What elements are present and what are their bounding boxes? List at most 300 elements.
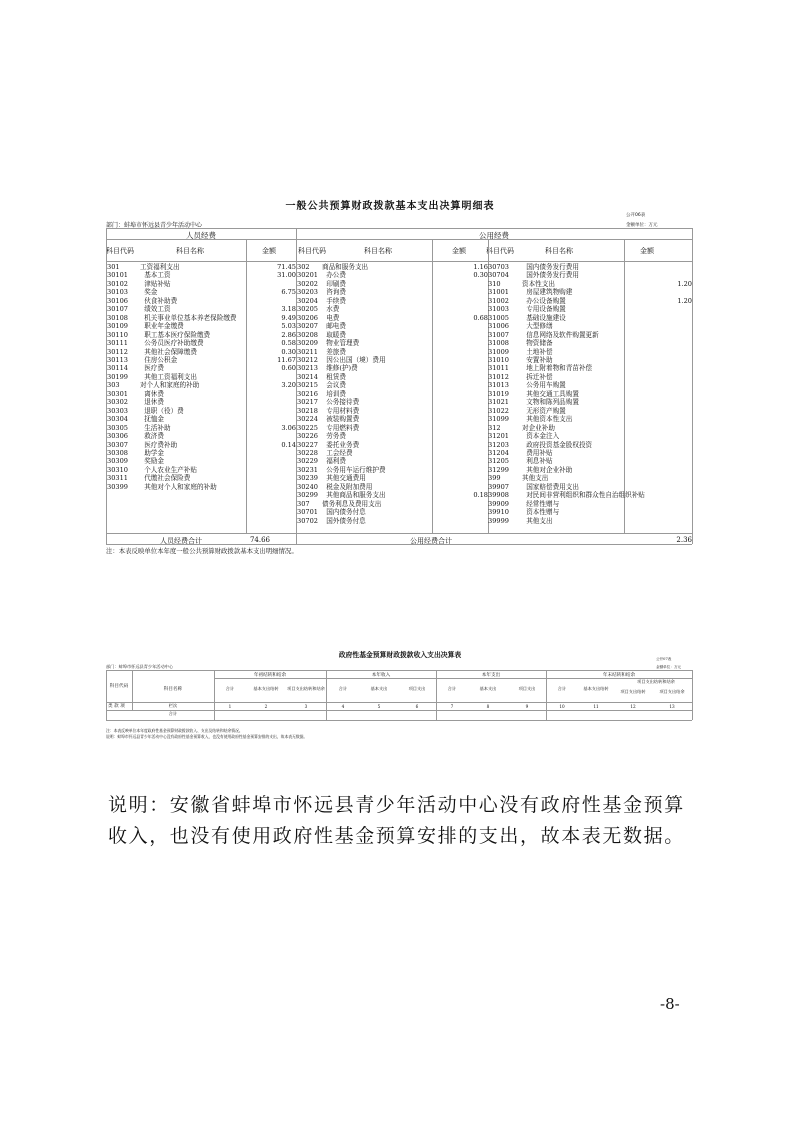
row-name: 公务用车购置: [522, 381, 566, 390]
table2-column-number: 8: [486, 704, 490, 709]
row-name: 资本金注入: [522, 432, 560, 441]
row-amount: [440, 398, 488, 406]
row-amount: 71.45: [277, 263, 296, 271]
row-amount: 3.18: [281, 305, 296, 314]
row-name: 助学金: [140, 448, 164, 457]
row-name: 邮电费: [322, 322, 346, 331]
row-name: 物资储备: [522, 339, 553, 348]
grid-line: [692, 228, 693, 544]
col1-codes: [107, 263, 141, 491]
table2-header-code: 科目代码: [109, 684, 129, 689]
row-code: 31011: [488, 364, 509, 373]
row-code: 30305: [107, 423, 128, 432]
row-amount: [440, 373, 488, 381]
row-amount: 6.75: [281, 288, 296, 297]
row-amount: [246, 407, 296, 415]
row-code: 31002: [488, 296, 509, 305]
row-name: 取暖费: [322, 330, 346, 339]
row-amount: 1.20: [677, 296, 692, 305]
row-code: 30218: [297, 406, 318, 415]
row-name: 公务接待费: [322, 398, 360, 407]
row-amount: [440, 322, 488, 330]
grid-line: [106, 228, 692, 229]
row-name: 其他社会保障缴费: [140, 347, 197, 356]
row-amount: [640, 441, 692, 449]
row-code: 301: [107, 263, 120, 271]
row-name: 绩效工资: [140, 305, 171, 314]
row-name: 其他资本性支出: [522, 415, 573, 424]
row-code: 30701: [297, 508, 318, 517]
row-name: 对企业补助: [522, 423, 555, 432]
row-name: 拆迁补偿: [522, 372, 553, 381]
row-code: 30106: [107, 296, 128, 305]
row-code: 312: [488, 423, 501, 432]
row-code: 30299: [297, 491, 318, 500]
row-amount: [440, 297, 488, 305]
row-amount: [640, 398, 692, 406]
row-code: 30214: [297, 372, 318, 381]
row-amount: [640, 491, 692, 499]
row-name: 个人农业生产补贴: [140, 465, 197, 474]
row-code: 30308: [107, 448, 128, 457]
row-code: 30227: [297, 440, 318, 449]
row-name: 机关事业单位基本养老保险缴费: [140, 313, 237, 322]
row-name: 代缴社会保险费: [140, 474, 191, 483]
row-code: 30208: [297, 330, 318, 339]
row-amount: [246, 432, 296, 440]
row-code: 30239: [297, 474, 318, 483]
row-amount: [440, 517, 488, 525]
row-amount: [246, 449, 296, 457]
row-name: 费用补贴: [522, 448, 553, 457]
row-code: 30704: [488, 271, 509, 280]
row-name: 其他对企业补助: [522, 465, 573, 474]
row-code: 31203: [488, 440, 509, 449]
row-code: 39908: [488, 491, 509, 500]
row-amount: [640, 263, 692, 271]
row-code: 30228: [297, 448, 318, 457]
row-name: 专用材料费: [322, 406, 360, 415]
grid-line: [106, 261, 692, 262]
row-class-label: 类 款 项: [108, 704, 125, 709]
group-end-balance: 年末结转和结余: [602, 673, 636, 678]
row-amount: [640, 500, 692, 508]
row-code: 30110: [107, 330, 128, 339]
row-amount: [440, 381, 488, 389]
row-amount: 3.06: [281, 423, 296, 432]
row-name: 印刷费: [322, 279, 346, 288]
row-code: 31001: [488, 288, 509, 297]
table1-note: 注：本表反映单位本年度一般公共预算财政拨款基本支出明细情况。: [106, 547, 298, 555]
row-amount: [640, 288, 692, 296]
row-code: 31019: [488, 389, 509, 398]
row-code: 30107: [107, 305, 128, 314]
row-name: 工资福利支出: [140, 263, 180, 271]
row-name: 资本性支出: [522, 279, 555, 288]
row-amount: [640, 407, 692, 415]
row-code: 31006: [488, 322, 509, 331]
row-name: 税金及附加费用: [322, 482, 373, 491]
row-amount: [640, 271, 692, 279]
row-name: 国内债务发行费用: [522, 263, 579, 271]
row-code: 31204: [488, 448, 509, 457]
row-amount: [246, 280, 296, 288]
row-code: 30225: [297, 423, 318, 432]
row-amount: 0.58: [281, 339, 296, 348]
row-amount: 0.18: [473, 491, 488, 500]
row-name: 利息补贴: [522, 457, 553, 466]
row-amount: [440, 356, 488, 364]
row-amount: [246, 457, 296, 465]
row-code: 31010: [488, 355, 509, 364]
row-amount: 5.03: [281, 322, 296, 331]
row-amount: [440, 449, 488, 457]
grid-line: [106, 670, 692, 671]
row-amount: [640, 331, 692, 339]
table2-column-number: 9: [525, 704, 529, 709]
col3-codes: [488, 263, 522, 525]
row-code: 30114: [107, 364, 128, 373]
row-name: 无形资产购置: [522, 406, 566, 415]
row-name: 退职（役）费: [140, 406, 184, 415]
row-name: 福利费: [322, 457, 346, 466]
row-amount: [640, 373, 692, 381]
page-number: -8-: [660, 995, 680, 1013]
row-code: 30231: [297, 465, 318, 474]
section-personnel: 人员经费: [186, 231, 216, 240]
col1-amounts: [246, 263, 296, 491]
row-code: 310: [488, 279, 501, 288]
row-amount: 2.86: [281, 330, 296, 339]
row-name: 被装购置费: [322, 415, 360, 424]
row-name: 住房公积金: [140, 355, 178, 364]
row-name: 其他支出: [522, 516, 553, 525]
row-code: 30213: [297, 364, 318, 373]
row-code: 30302: [107, 398, 128, 407]
table2-note: 注：本表反映单位本年度政府性基金预算财政拨款收入、支出及结转和结余情况。: [106, 728, 243, 733]
row-code: 30309: [107, 457, 128, 466]
row-name: 国内债务付息: [322, 508, 366, 517]
row-name: 救济费: [140, 432, 164, 441]
row-name: 安置补助: [522, 355, 553, 364]
row-name: 专用燃料费: [322, 423, 360, 432]
row-name: 其他商品和服务支出: [322, 491, 386, 500]
row-name: 工会经费: [322, 448, 353, 457]
row-name: 政府投资基金股权投资: [522, 440, 593, 449]
row-name: 电费: [322, 313, 340, 322]
row-code: 30209: [297, 339, 318, 348]
row-code: 399: [488, 474, 501, 483]
table2-subheader: 项目支出结转: [620, 689, 646, 694]
explanation-text: 说明：安徽省蚌埠市怀远县青少年活动中心没有政府性基金预算收入，也没有使用政府性基金预算安排的支出，故本表无数据。: [108, 794, 685, 847]
row-amount: [640, 322, 692, 330]
row-amount: [640, 390, 692, 398]
header-code-3: 科目代码: [486, 247, 514, 255]
row-name: 办公设备购置: [522, 296, 566, 305]
table1-form-code: 公开06表: [626, 213, 646, 218]
row-name: 劳务费: [322, 432, 346, 441]
row-name: 离休费: [140, 389, 164, 398]
row-amount: [440, 424, 488, 432]
row-name: 土地补偿: [522, 347, 553, 356]
row-amount: [440, 466, 488, 474]
row-name: 抚恤金: [140, 415, 164, 424]
table2-title: 政府性基金预算财政拨款收入支出决算表: [338, 651, 462, 659]
row-amount: 0.30: [281, 347, 296, 356]
row-code: 30113: [107, 355, 128, 364]
row-amount: 0.68: [473, 313, 488, 322]
row-amount: [640, 508, 692, 516]
table2-column-number: 5: [377, 704, 381, 709]
row-code: 31008: [488, 339, 509, 348]
grid-line: [106, 239, 692, 240]
table2-subheader: 合计: [557, 686, 567, 691]
row-name: 公务员医疗补助缴费: [140, 339, 204, 348]
row-name: 其他交通费用: [322, 474, 366, 483]
row-amount: [246, 466, 296, 474]
table2-subheader: 项目支出: [408, 686, 426, 691]
row-amount: [640, 339, 692, 347]
row-name: 房屋建筑物购建: [522, 288, 573, 297]
total-public-value: 2.36: [676, 536, 692, 544]
row-code: 31205: [488, 457, 509, 466]
row-amount: [440, 407, 488, 415]
row-name: 会议费: [322, 381, 346, 390]
grid-line: [106, 670, 107, 720]
row-code: 30112: [107, 347, 128, 356]
row-amount: 31.00: [277, 271, 296, 280]
row-amount: [640, 424, 692, 432]
row-code: 30702: [297, 516, 318, 525]
table2-subheader: 项目支出: [518, 686, 536, 691]
row-name: 医疗费: [140, 364, 164, 373]
row-code: 303: [107, 381, 120, 390]
table2-column-number: 3: [304, 704, 308, 709]
row-amount: 0.30: [473, 271, 488, 280]
row-name: 办公费: [322, 271, 346, 280]
group-end-project: 项目支出结转和结余: [637, 679, 675, 684]
grid-line: [106, 720, 692, 721]
table2-subheader: 基本支出: [479, 686, 497, 691]
row-amount: [246, 373, 296, 381]
row-code: 31022: [488, 406, 509, 415]
row-name: 差旅费: [322, 347, 346, 356]
row-code: 30311: [107, 474, 128, 483]
row-amount: 0.14: [281, 440, 296, 449]
row-name: 基础设施建设: [522, 313, 566, 322]
row-name: 其他工资福利支出: [140, 372, 197, 381]
row-code: 31012: [488, 372, 509, 381]
row-code: 30207: [297, 322, 318, 331]
row-code: 30215: [297, 381, 318, 390]
row-name: 资本性赠与: [522, 508, 560, 517]
row-amount: [440, 348, 488, 356]
row-code: 31003: [488, 305, 509, 314]
row-code: 30310: [107, 465, 128, 474]
row-name: 咨询费: [322, 288, 346, 297]
row-name: 其他交通工具购置: [522, 389, 579, 398]
table2-subheader: 合计: [225, 686, 235, 691]
row-amount: 1.16: [473, 263, 488, 271]
row-code: 31299: [488, 465, 509, 474]
row-name: 商品和服务支出: [322, 263, 369, 271]
total-personnel-value: 74.66: [249, 536, 270, 544]
row-code: 31201: [488, 432, 509, 441]
group-begin-balance: 年初结转和结余: [253, 673, 287, 678]
row-code: 39907: [488, 482, 509, 491]
header-amount-3: 金额: [640, 247, 654, 255]
header-name-3: 科目名称: [545, 247, 573, 255]
row-amount: [640, 364, 692, 372]
total-personnel-label: 人员经费合计: [160, 537, 202, 545]
row-amount: [640, 356, 692, 364]
table2-column-number: 13: [669, 704, 675, 709]
row-name: 大型修缮: [522, 322, 553, 331]
row-amount: [640, 305, 692, 313]
row-amount: [246, 398, 296, 406]
row-code: 30226: [297, 432, 318, 441]
row-code: 30204: [297, 296, 318, 305]
row-amount: [440, 280, 488, 288]
grid-line: [106, 533, 692, 534]
row-code: 30212: [297, 355, 318, 364]
table2-explanation: 说明：蚌埠市怀远县青少年活动中心没有政府性基金预算收入，也没有使用政府性基金预算安排的支出，故本表无数据。: [106, 734, 308, 739]
row-amount: [440, 457, 488, 465]
grid-line: [692, 670, 693, 720]
row-code: 31009: [488, 347, 509, 356]
table2-column-number: 4: [341, 704, 345, 709]
row-amount: [440, 364, 488, 372]
row-code: 30399: [107, 482, 128, 491]
table2-header-name: 科目名称: [163, 687, 183, 692]
row-code: 307: [297, 499, 310, 508]
row-amount: [440, 339, 488, 347]
row-name: 伙食补助费: [140, 296, 178, 305]
row-amount: [440, 415, 488, 423]
row-amount: [440, 331, 488, 339]
row-name: 手续费: [322, 296, 346, 305]
table2-column-number: 10: [559, 704, 565, 709]
section-public: 公用经费: [479, 231, 509, 240]
row-code: 30199: [107, 372, 128, 381]
table2-column-number: 12: [630, 704, 636, 709]
row-code: 31007: [488, 330, 509, 339]
header-amount-2: 金额: [452, 247, 466, 255]
row-amount: [440, 305, 488, 313]
row-code: 30108: [107, 313, 128, 322]
row-code: 30101: [107, 271, 128, 280]
row-amount: [440, 390, 488, 398]
row-name: 水费: [322, 305, 340, 314]
row-code: 30304: [107, 415, 128, 424]
row-name: 其他对个人和家庭的补助: [140, 482, 217, 491]
row-amount: 11.67: [277, 355, 296, 364]
row-amount: [246, 415, 296, 423]
table2-subheader: 基本支出结转: [253, 686, 279, 691]
table2-dept: 部门：蚌埠市怀远县青少年活动中心: [106, 664, 174, 669]
row-code: 30306: [107, 432, 128, 441]
row-name: 培训费: [322, 389, 346, 398]
row-amount: [640, 517, 692, 525]
row-amount: [640, 314, 692, 322]
row-code: 30307: [107, 440, 128, 449]
row-name: 基本工资: [140, 271, 171, 280]
row-code: 31005: [488, 313, 509, 322]
table2-column-number: 2: [264, 704, 268, 709]
row-amount: [246, 483, 296, 491]
row-code: 31021: [488, 398, 509, 407]
row-code: 30109: [107, 322, 128, 331]
table2-column-number: 1: [228, 704, 232, 709]
table2-subheader: 项目支出结余: [659, 689, 685, 694]
row-amount: [640, 483, 692, 491]
table2-subheader: 基本支出结转: [583, 686, 609, 691]
row-name: 职工基本医疗保险缴费: [140, 330, 211, 339]
header-code-2: 科目代码: [298, 247, 326, 255]
row-name: 对个人和家庭的补助: [140, 381, 200, 390]
row-name: 奖励金: [140, 457, 164, 466]
row-code: 30217: [297, 398, 318, 407]
row-name: 奖金: [140, 288, 158, 297]
row-name: 物业管理费: [322, 339, 360, 348]
row-amount: 9.49: [281, 313, 296, 322]
row-amount: 1.20: [677, 279, 692, 288]
header-amount-1: 金额: [262, 247, 276, 255]
row-code: 30224: [297, 415, 318, 424]
row-amount: [246, 297, 296, 305]
header-name-2: 科目名称: [364, 247, 392, 255]
row-name: 专用设备购置: [522, 305, 566, 314]
header-code-1: 科目代码: [106, 247, 134, 255]
table1-unit: 金额单位：万元: [626, 223, 658, 228]
row-code: 30206: [297, 313, 318, 322]
table2-form-code: 公开07表: [656, 657, 672, 661]
row-code: 30303: [107, 406, 128, 415]
col2-amounts: [440, 263, 488, 525]
row-total: 合计: [168, 711, 178, 716]
row-amount: [640, 449, 692, 457]
row-amount: 3.20: [281, 381, 296, 390]
row-amount: [440, 288, 488, 296]
row-amount: [246, 390, 296, 398]
col2-names: [322, 263, 442, 525]
row-name: 租赁费: [322, 372, 346, 381]
table2-column-number: 11: [593, 704, 599, 709]
row-name: 经常性赠与: [522, 499, 560, 508]
row-name: 委托业务费: [322, 440, 360, 449]
row-name: 医疗费补助: [140, 440, 178, 449]
row-name: 津贴补贴: [140, 279, 171, 288]
row-code: 30205: [297, 305, 318, 314]
table2-subheader: 合计: [338, 686, 348, 691]
header-name-1: 科目名称: [176, 247, 204, 255]
row-code: 39999: [488, 516, 509, 525]
row-code: 30203: [297, 288, 318, 297]
row-amount: [640, 415, 692, 423]
row-name: 国外债务发行费用: [522, 271, 579, 280]
row-code: 30211: [297, 347, 318, 356]
row-amount: [246, 474, 296, 482]
row-code: 39909: [488, 499, 509, 508]
row-amount: 0.60: [281, 364, 296, 373]
row-amount: [440, 500, 488, 508]
table2-column-number: 7: [450, 704, 454, 709]
row-code: 302: [297, 263, 310, 271]
table2-unit: 金额单位：万元: [656, 665, 682, 669]
row-name: 退休费: [140, 398, 164, 407]
row-amount: [640, 348, 692, 356]
row-name: 国家赔偿费用支出: [522, 482, 579, 491]
